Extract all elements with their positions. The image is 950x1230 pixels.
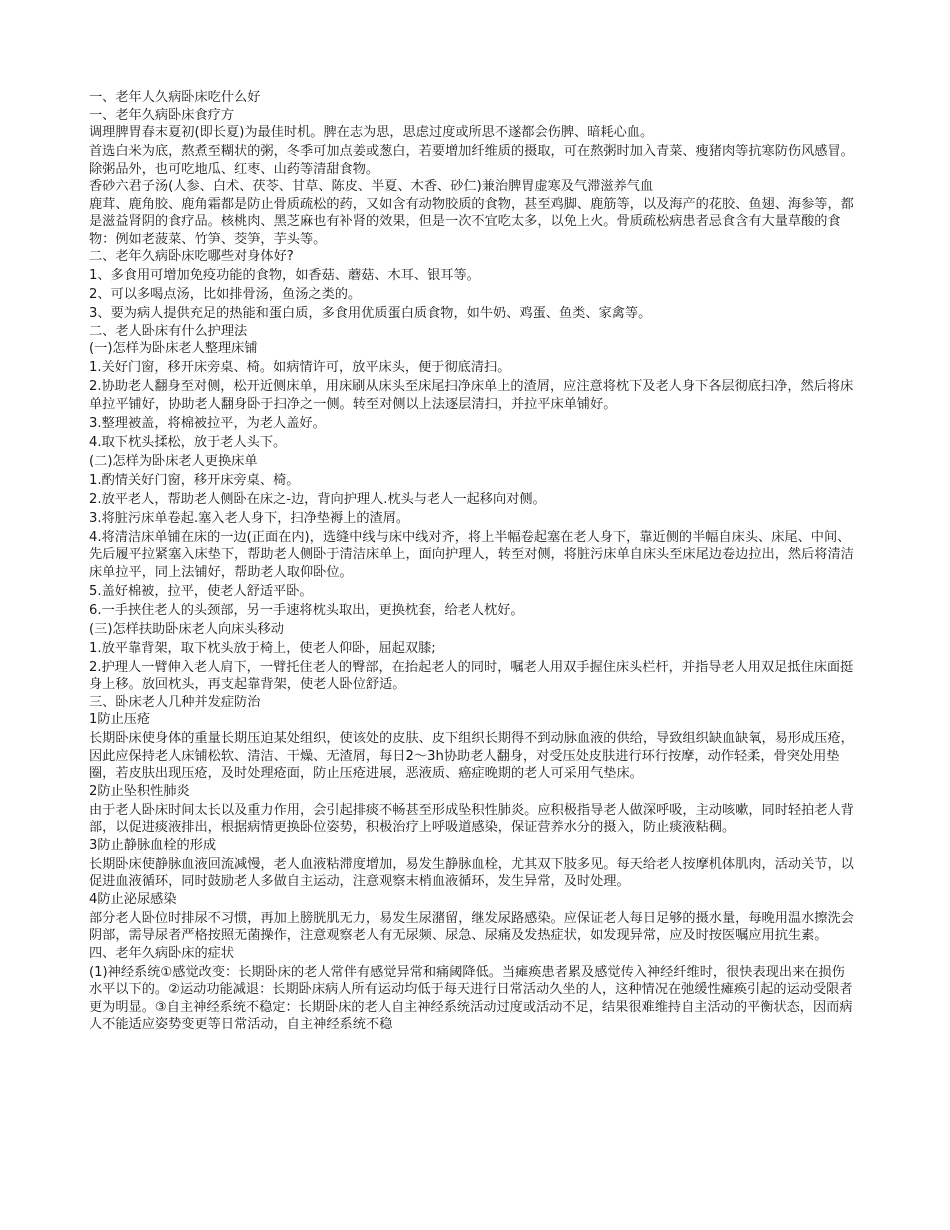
paragraph-pneumonia: 由于老人卧床时间太长以及重力作用，会引起排痰不畅甚至形成坠积性肺炎。应积极指导老人做深呼吸，主动咳嗽，同时轻拍老人背部，以促进痰液排出，根据病情更换卧位姿势，积极治疗上呼吸道感染，保证营养水分的摄入，防止痰液粘稠。 [89,802,854,835]
paragraph-thrombosis: 长期卧床使静脉血液回流减慢，老人血液粘滞度增加，易发生静脉血栓，尤其双下肢多见。每天给老人按摩机体肌肉，活动关节，以促进血液循环，同时鼓励老人多做自主运动，注意观察末梢血液循环，发生异常，及时处理。 [89,856,854,889]
subheading-pressure-sores: 1防止压疮 [89,712,151,727]
subheading-bed-tidy: (一)怎样为卧床老人整理床铺 [89,341,258,356]
heading-symptoms: 四、老年久病卧床的症状 [89,945,235,961]
list-item: 2、可以多喝点汤，比如排骨汤，鱼汤之类的。 [89,287,362,302]
list-item: 1.放平靠背架，取下枕头放于椅上，使老人仰卧，屈起双膝; [89,640,436,656]
list-item: 3.将脏污床单卷起.塞入老人身下，扫净垫褥上的渣屑。 [89,510,410,526]
subheading-pneumonia: 2防止坠积性肺炎 [89,783,190,799]
subheading-thrombosis: 3防止静脉血栓的形成 [89,837,217,853]
list-item: 4.取下枕头揉松，放于老人头下。 [89,434,287,450]
paragraph-pressure-sores: 长期卧床使身体的重量长期压迫某处组织，使该处的皮肤、皮下组织长期得不到动脉血液的供给，导致组织缺血缺氧，易形成压疮，因此应保持老人床铺松软、清洁、干燥、无渣屑，每日2～3h协助老人翻身，对受压处皮肤进行环行按摩，动作轻柔，骨突处用垫圈，若皮肤出现压疮，及时处理疮面，防止压疮进展，恶液质、癌症晚期的老人可采用气垫床。 [89,731,854,781]
paragraph-urinary-infection: 部分老人卧位时排尿不习惯，再加上膀胱肌无力，易发生尿潴留，继发尿路感染。应保证老人每日足够的摄水量，每晚用温水擦洗会阴部，需导尿者严格按照无菌操作，注意观察老人有无尿频、尿急、尿痛及发热症状，如发现异常，应及时按医嘱应用抗生素。 [89,910,854,943]
paragraph-decoction: 香砂六君子汤(人参、白术、茯苓、甘草、陈皮、半夏、木香、砂仁)兼治脾胃虚寒及气滞滋养气血 [89,179,654,194]
list-item: 3.整理被盖，将棉被拉平，为老人盖好。 [89,415,326,431]
heading-complications: 三、卧床老人几种并发症防治 [89,694,261,710]
paragraph-porridge: 首选白米为底，熬煮至糊状的粥，冬季可加点姜或葱白，若要增加纤维质的摄取，可在熬粥时加入青菜、瘦猪肉等抗寒防伤风感冒。除粥品外，也可吃地瓜、红枣、山药等清甜食物。 [89,144,854,177]
heading-good-foods: 二、老年久病卧床吃哪些对身体好? [89,249,294,264]
heading-what-to-eat: 一、老年人久病卧床吃什么好 [89,90,261,105]
document-page [89,89,855,1034]
paragraph-osteoporosis: 鹿茸、鹿角胶、鹿角霜都是防止骨质疏松的药，又如含有动物胶质的食物，甚至鸡脚、鹿筋等，以及海产的花胶、鱼翅、海参等，都是滋益肾阴的食疗品。核桃肉、黑芝麻也有补肾的效果，但是一次不宜吃太多，以免上火。骨质疏松病患者忌食含有大量草酸的食物：例如老菠菜、竹笋、茭笋，芋头等。 [89,196,854,247]
list-item: 2.协助老人翻身至对侧，松开近侧床单，用床刷从床头至床尾扫净床单上的渣屑，应注意将枕下及老人身下各层彻底扫净，然后将床单拉平铺好，协助老人翻身卧于扫净之一侧。转至对侧以上法逐层清扫，并拉平床单铺好。 [89,379,854,412]
heading-nursing: 二、老人卧床有什么护理法 [89,323,248,339]
list-item: 3、要为病人提供充足的热能和蛋白质，多食用优质蛋白质食物，如牛奶、鸡蛋、鱼类、家禽等。 [89,306,652,321]
list-item: 2.放平老人，帮助老人侧卧在床之-边，背向护理人.枕头与老人一起移向对侧。 [89,491,546,507]
list-item: 1.酌情关好门窗，移开床旁桌、椅。 [89,472,300,488]
paragraph-nervous-system: (1)神经系统①感觉改变：长期卧床的老人常伴有感觉异常和痛阈降低。当瘫痪患者累及感觉传入神经纤维时，很快表现出来在损伤水平以下的。②运动功能减退：长期卧床病人所有运动均低于每天进行日常活动久坐的人，这种情况在弛缓性瘫痪引起的运动受限者更为明显。③自主神经系统不稳定：长期卧床的老人自主神经系统活动过度或活动不足，结果很难维持自主活动的平衡状态，因而病人不能适应姿势变更等日常活动，自主神经系统不稳 [89,964,853,1032]
subheading-urinary-infection: 4防止泌尿感染 [89,891,177,907]
list-item: 1、多食用可增加免疫功能的食物，如香菇、蘑菇、木耳、银耳等。 [89,268,480,283]
list-item: 4.将清洁床单铺在床的一边(正面在内)，选缝中线与床中线对齐，将上半幅卷起塞在老人身下，靠近侧的半幅自床头、床尾、中间、先后履平拉紧塞入床垫下，帮助老人侧卧于清洁床单上，面向护理人，转至对侧，将脏污床单自床头至床尾边卷边拉出，然后将清洁床单拉平，同上法铺好，帮助老人取仰卧位。 [89,529,854,580]
paragraph-spleen: 调理脾胃春末夏初(即长夏)为最佳时机。脾在志为思，思虑过度或所思不遂都会伤脾、暗耗心血。 [89,125,654,140]
subheading-change-sheet: (二)怎样为卧床老人更换床单 [89,453,258,469]
subheading-move-to-head: (三)怎样扶助卧床老人向床头移动 [89,621,284,637]
subheading-diet-recipes: 一、老年久病卧床食疗方 [89,107,235,123]
list-item: 6.一手挟住老人的头颈部，另一手速将枕头取出，更换枕套，给老人枕好。 [89,602,524,618]
list-item: 2.护理人一臂伸入老人肩下，一臂托住老人的臀部，在抬起老人的同时，嘱老人用双手握住床头栏杆，并指导老人用双足抵住床面挺身上移。放回枕头，再支起靠背架，使老人卧位舒适。 [89,659,854,692]
list-item: 5.盖好棉被，拉平，使老人舒适平卧。 [89,583,313,599]
list-item: 1.关好门窗，移开床旁桌、椅。如病情许可，放平床头，便于彻底清扫。 [89,360,511,375]
